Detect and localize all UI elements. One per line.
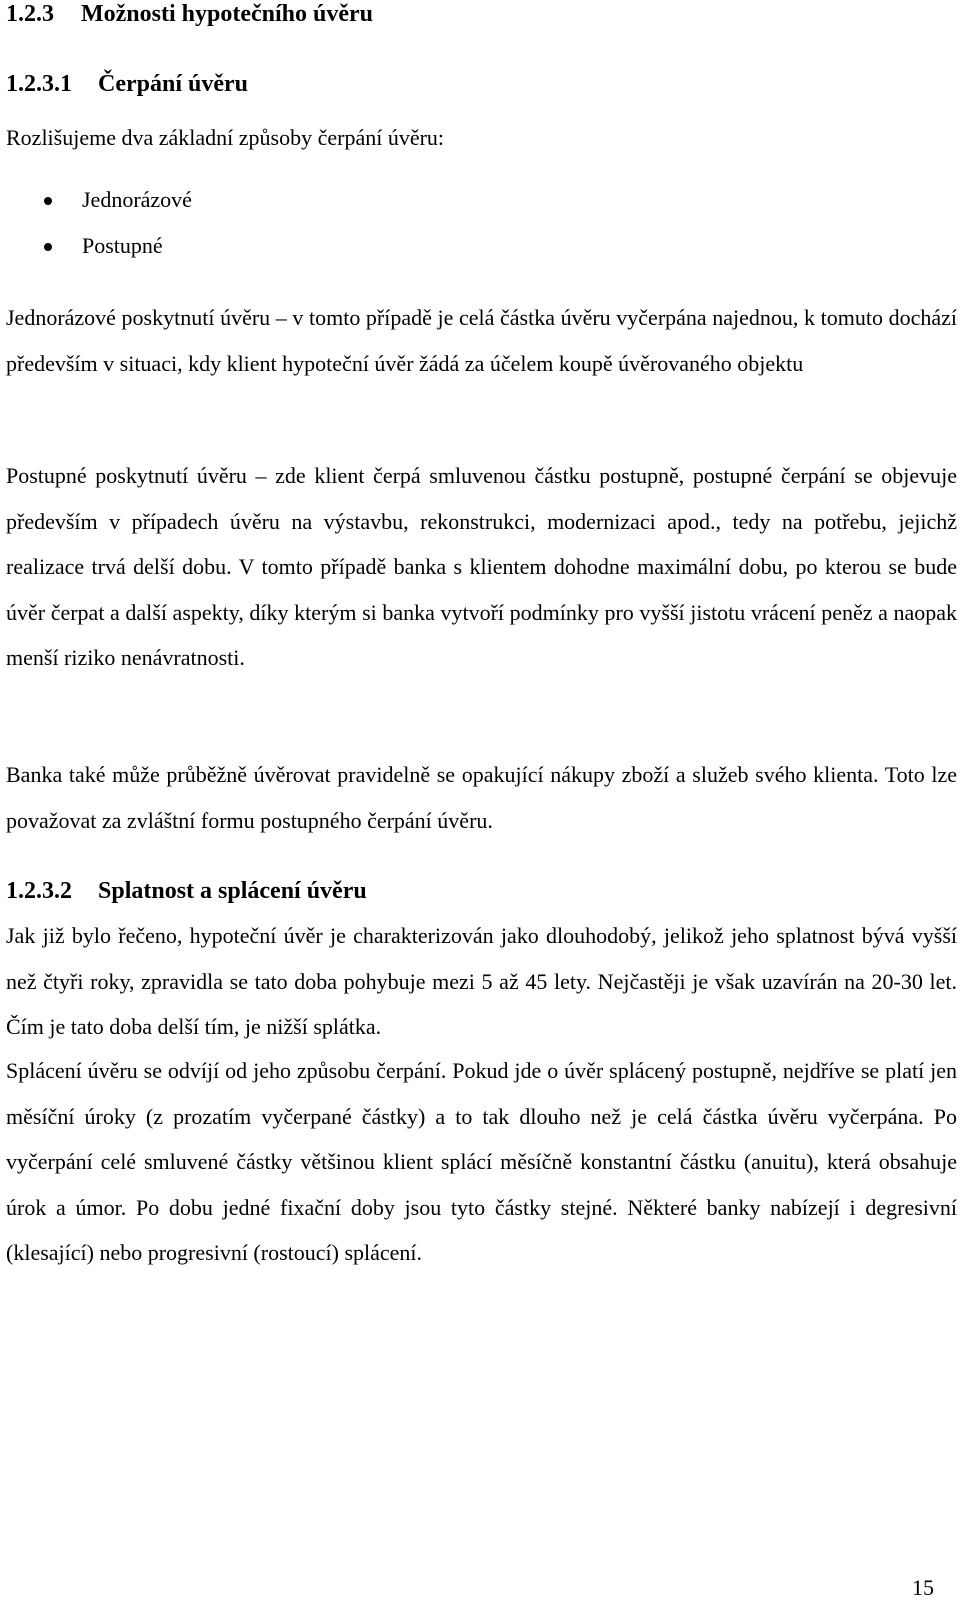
section-title: Možnosti hypotečního úvěru: [81, 1, 374, 27]
bullet-icon: [44, 243, 52, 251]
bullet-icon: [44, 197, 52, 205]
drawing-methods-list: [0, 177, 192, 269]
section-heading: [6, 0, 373, 28]
intro-paragraph: Rozlišujeme dva základní způsoby čerpání úvěru:: [6, 125, 445, 150]
repayment-paragraph: Splácení úvěru se odvíjí od jeho způsobu čerpání. Pokud jde o úvěr splácený postupně, nejdříve se platí jen měsíční úroky (z prozatím vyčerpané částky) a to tak dlouho než je celá částka úvěru vyčerpána. Po vyčerpání celé smluvené částky většinou klient splácí měsíčně konstantní částku (anuitu), která obsahuje úrok a úmor. Po dobu jedné fixační doby jsou tyto částky stejné. Některé banky nabízejí i degresivní (klesající) nebo progresivní (rostoucí) splácení.: [6, 1058, 957, 1265]
maturity-paragraph: Jak již bylo řečeno, hypoteční úvěr je charakterizován jako dlouhodobý, jelikož jeho splatnost bývá vyšší než čtyři roky, zpravidla se tato doba pohybuje mezi 5 až 45 lety. Nejčastěji je však uzavírán na 20-30 let. Čím je tato doba delší tím, je nižší splátka.: [6, 923, 957, 1039]
list-item: [0, 177, 192, 223]
subsection-number: 1.2.3.1: [6, 71, 72, 97]
list-item-label: Jednorázové: [82, 187, 192, 212]
revolving-paragraph: Banka také může průběžně úvěrovat pravidelně se opakující nákupy zboží a služeb svého klienta. Toto lze považovat za zvláštní formu postupného čerpání úvěru.: [6, 762, 957, 833]
list-item: [0, 223, 192, 269]
subsection-heading-drawing: [6, 70, 248, 98]
subsection-title: Čerpání úvěru: [98, 71, 248, 97]
subsection-title: Splatnost a splácení úvěru: [98, 878, 367, 904]
list-item-label: Postupné: [82, 233, 163, 258]
subsection-heading-maturity: [6, 877, 367, 905]
gradual-drawing-paragraph: Postupné poskytnutí úvěru – zde klient čerpá smluvenou částku postupně, postupné čerpání se objevuje především v případech úvěru na výstavbu, rekonstrukci, modernizaci apod., tedy na potřebu, jejichž realizace trvá delší dobu. V tomto případě banka s klientem dohodne maximální dobu, po kterou se bude úvěr čerpat a další aspekty, díky kterým si banka vytvoří podmínky pro vyšší jistotu vrácení peněz a naopak menší riziko nenávratnosti.: [6, 463, 957, 670]
section-number: 1.2.3: [6, 1, 54, 27]
one-time-drawing-paragraph: Jednorázové poskytnutí úvěru – v tomto případě je celá částka úvěru vyčerpána najednou, k tomuto dochází především v situaci, kdy klient hypoteční úvěr žádá za účelem koupě úvěrovaného objektu: [6, 305, 957, 376]
page-number: 15: [912, 1575, 934, 1600]
subsection-number: 1.2.3.2: [6, 878, 72, 904]
